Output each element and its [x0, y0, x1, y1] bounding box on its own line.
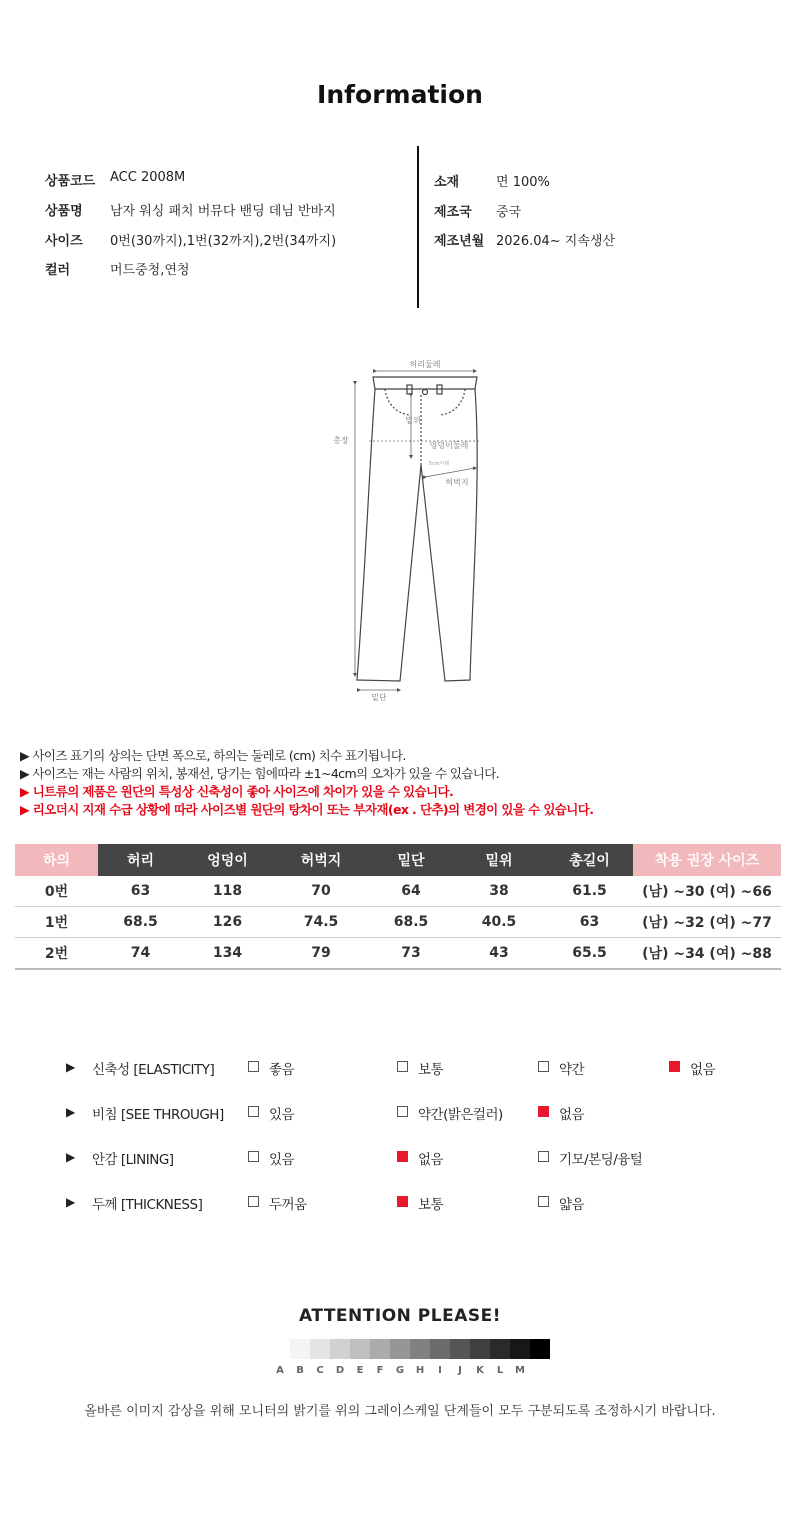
- table-cell: 68.5: [98, 907, 183, 938]
- checkbox-icon: [538, 1151, 549, 1162]
- table-cell: (남) ~32 (여) ~77: [633, 907, 781, 938]
- grayscale-swatch: [470, 1339, 490, 1359]
- grayscale-swatch: [310, 1339, 330, 1359]
- table-header: 하의: [15, 844, 98, 876]
- option-label: 있음: [269, 1107, 295, 1123]
- info-label: 컬러: [45, 263, 71, 278]
- grayscale-letter: A: [276, 1365, 284, 1376]
- option-label: 보통: [418, 1062, 444, 1078]
- table-cell: (남) ~34 (여) ~88: [633, 938, 781, 970]
- info-value: ACC 2008M: [110, 170, 186, 185]
- feature-label: 신축성 [ELASTICITY]: [92, 1062, 215, 1078]
- table-cell: 79: [272, 938, 370, 970]
- option-label: 두꺼움: [269, 1197, 307, 1213]
- checkbox-checked-icon: [669, 1061, 680, 1072]
- table-header: 총길이: [546, 844, 633, 876]
- option-label: 없음: [690, 1062, 716, 1078]
- grayscale-swatch: [410, 1339, 430, 1359]
- info-label: 사이즈: [45, 234, 83, 249]
- feature-row-thickness: [0, 1191, 800, 1215]
- table-cell: 1번: [15, 907, 98, 938]
- triangle-icon: ▶: [66, 1195, 75, 1209]
- info-label: 상품명: [45, 204, 83, 219]
- diagram-label-rise: 밑위: [405, 416, 421, 425]
- option-label: 좋음: [269, 1062, 295, 1078]
- info-label: 제조년월: [434, 234, 485, 249]
- grayscale-letter: L: [496, 1365, 504, 1376]
- checkbox-checked-icon: [538, 1106, 549, 1117]
- info-divider: [417, 146, 419, 308]
- checkbox-icon: [397, 1061, 408, 1072]
- table-header: 엉덩이: [183, 844, 272, 876]
- table-cell: 63: [98, 876, 183, 907]
- table-header-row: [15, 844, 781, 876]
- grayscale-swatch: [330, 1339, 350, 1359]
- option-label: 기모/본딩/융털: [559, 1152, 643, 1168]
- option-label: 약간: [559, 1062, 585, 1078]
- grayscale-letter: M: [515, 1365, 525, 1376]
- info-label: 제조국: [434, 205, 472, 220]
- table-cell: 2번: [15, 938, 98, 970]
- diagram-label-small: 5cm아래: [428, 461, 450, 467]
- info-value: 0번(30까지),1번(32까지),2번(34까지): [110, 234, 337, 249]
- option-label: 없음: [418, 1152, 444, 1168]
- checkbox-icon: [397, 1106, 408, 1117]
- feature-label: 비침 [SEE THROUGH]: [92, 1107, 224, 1123]
- checkbox-icon: [248, 1106, 259, 1117]
- grayscale-bar: [290, 1339, 550, 1359]
- grayscale-letter: G: [395, 1365, 405, 1376]
- option-label: 있음: [269, 1152, 295, 1168]
- grayscale-swatch: [350, 1339, 370, 1359]
- table-cell: 64: [370, 876, 452, 907]
- note-line: ▶ 사이즈 표기의 상의는 단면 폭으로, 하의는 둘레로 (cm) 치수 표기됩니다.: [20, 748, 406, 763]
- checkbox-checked-icon: [397, 1196, 408, 1207]
- pants-measurement-diagram: [325, 355, 495, 710]
- checkbox-icon: [538, 1196, 549, 1207]
- checkbox-checked-icon: [397, 1151, 408, 1162]
- grayscale-letter: B: [296, 1365, 304, 1376]
- checkbox-icon: [248, 1196, 259, 1207]
- grayscale-letter: F: [376, 1365, 384, 1376]
- diagram-label-length: 총장: [333, 436, 349, 445]
- table-cell: 0번: [15, 876, 98, 907]
- checkbox-icon: [248, 1151, 259, 1162]
- table-cell: (남) ~30 (여) ~66: [633, 876, 781, 907]
- table-header: 허벅지: [272, 844, 370, 876]
- table-cell: 68.5: [370, 907, 452, 938]
- grayscale-swatch: [510, 1339, 530, 1359]
- note-line: ▶ 사이즈는 재는 사람의 위치, 봉재선, 당기는 힘에따라 ±1~4cm의 오차가 있을 수 있습니다.: [20, 766, 500, 781]
- diagram-label-waist: 허리둘레: [409, 360, 441, 369]
- table-cell: 61.5: [546, 876, 633, 907]
- triangle-icon: ▶: [66, 1150, 75, 1164]
- diagram-label-hem: 밑단: [371, 693, 387, 702]
- size-table: [15, 844, 781, 970]
- table-cell: 134: [183, 938, 272, 970]
- grayscale-letter: C: [316, 1365, 324, 1376]
- table-cell: 65.5: [546, 938, 633, 970]
- grayscale-swatch: [390, 1339, 410, 1359]
- option-label: 얇음: [559, 1197, 585, 1213]
- table-row: [15, 876, 781, 907]
- diagram-label-hip: 엉덩이둘레: [429, 441, 469, 450]
- table-cell: 74: [98, 938, 183, 970]
- feature-label: 안감 [LINING]: [92, 1152, 174, 1168]
- info-label: 소재: [434, 175, 460, 190]
- grayscale-letter: J: [458, 1365, 462, 1376]
- table-cell: 40.5: [452, 907, 546, 938]
- info-value: 2026.04~ 지속생산: [496, 234, 616, 249]
- table-cell: 73: [370, 938, 452, 970]
- triangle-icon: ▶: [66, 1105, 75, 1119]
- table-cell: 38: [452, 876, 546, 907]
- option-label: 약간(밝은컬러): [418, 1107, 503, 1123]
- grayscale-letter: H: [415, 1365, 425, 1376]
- feature-label: 두께 [THICKNESS]: [92, 1197, 203, 1213]
- grayscale-letters: [270, 1365, 530, 1376]
- table-row: [15, 938, 781, 970]
- table-cell: 126: [183, 907, 272, 938]
- grayscale-letter: K: [476, 1365, 484, 1376]
- grayscale-swatch: [450, 1339, 470, 1359]
- grayscale-swatch: [490, 1339, 510, 1359]
- option-label: 없음: [559, 1107, 585, 1123]
- info-value: 머드중청,연청: [110, 263, 190, 278]
- attention-title: ATTENTION PLEASE!: [299, 1306, 501, 1326]
- feature-row-elasticity: [0, 1056, 800, 1080]
- feature-row-lining: [0, 1146, 800, 1170]
- triangle-icon: ▶: [66, 1060, 75, 1074]
- note-line-warning: ▶ 니트류의 제품은 원단의 특성상 신축성이 좋아 사이즈에 차이가 있을 수 있습니다.: [20, 784, 454, 799]
- info-value: 중국: [496, 205, 522, 220]
- monitor-notice: 올바른 이미지 감상을 위해 모니터의 밝기를 위의 그레이스케일 단계들이 모두 구분되도록 조정하시기 바랍니다.: [84, 1404, 716, 1419]
- grayscale-letter: I: [438, 1365, 442, 1376]
- grayscale-swatch: [290, 1339, 310, 1359]
- table-cell: 118: [183, 876, 272, 907]
- table-cell: 70: [272, 876, 370, 907]
- grayscale-swatch: [370, 1339, 390, 1359]
- section-title: Information: [317, 80, 483, 109]
- grayscale-letter: D: [335, 1365, 345, 1376]
- option-label: 보통: [418, 1197, 444, 1213]
- grayscale-swatch: [430, 1339, 450, 1359]
- table-header: 착용 권장 사이즈: [633, 844, 781, 876]
- table-header: 밑위: [452, 844, 546, 876]
- table-header: 허리: [98, 844, 183, 876]
- feature-row-see-through: [0, 1101, 800, 1125]
- diagram-label-thigh: 허벅지: [445, 478, 469, 487]
- grayscale-swatch: [530, 1339, 550, 1359]
- checkbox-icon: [248, 1061, 259, 1072]
- table-row: [15, 907, 781, 938]
- info-label: 상품코드: [45, 174, 96, 189]
- checkbox-icon: [538, 1061, 549, 1072]
- table-cell: 74.5: [272, 907, 370, 938]
- table-cell: 63: [546, 907, 633, 938]
- info-value: 면 100%: [496, 175, 550, 190]
- info-value: 남자 워싱 패치 버뮤다 밴딩 데님 반바지: [110, 204, 336, 219]
- note-line-warning: ▶ 리오더시 지재 수급 상황에 따라 사이즈별 원단의 탕차이 또는 부자재(ex . 단추)의 변경이 있을 수 있습니다.: [20, 802, 594, 817]
- table-header: 밑단: [370, 844, 452, 876]
- table-cell: 43: [452, 938, 546, 970]
- grayscale-letter: E: [356, 1365, 364, 1376]
